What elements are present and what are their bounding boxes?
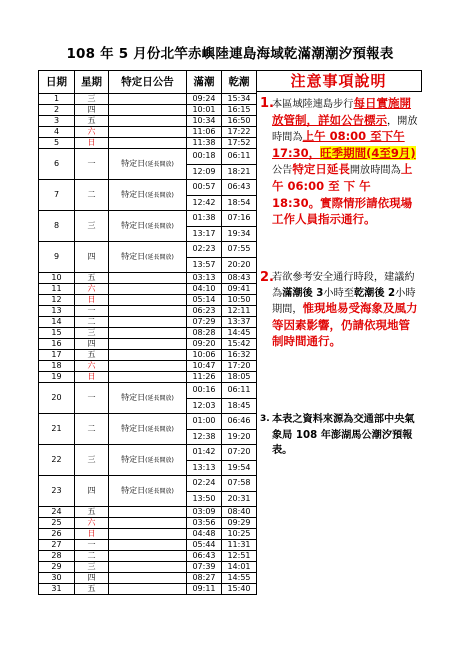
high-tide-cell: 08:28 xyxy=(187,328,222,339)
table-row xyxy=(39,383,257,399)
high-tide-cell: 00:57 xyxy=(187,180,222,196)
header-special: 特定日公告 xyxy=(109,71,187,94)
weekday-cell: 五 xyxy=(75,273,109,284)
special-cell xyxy=(109,383,187,414)
special-day-sublabel: (延長開放) xyxy=(145,394,174,402)
day-cell: 2 xyxy=(39,105,75,116)
low-tide-cell: 17:52 xyxy=(222,138,257,149)
low-tide-cell: 07:55 xyxy=(222,242,257,258)
note-2-text-e: 小時期間， xyxy=(272,287,416,316)
table-row xyxy=(39,273,257,284)
special-cell xyxy=(109,518,187,529)
day-cell: 16 xyxy=(39,339,75,350)
day-cell: 18 xyxy=(39,361,75,372)
high-tide-cell: 11:26 xyxy=(187,372,222,383)
weekday-cell: 二 xyxy=(75,414,109,445)
high-tide-cell: 12:09 xyxy=(187,164,222,180)
special-day-sublabel: (延長開放) xyxy=(145,222,174,230)
day-cell: 29 xyxy=(39,562,75,573)
special-cell xyxy=(109,94,187,105)
day-cell: 15 xyxy=(39,328,75,339)
low-tide-cell: 19:54 xyxy=(222,460,257,476)
table-row xyxy=(39,149,257,165)
table-row xyxy=(39,211,257,227)
day-cell: 28 xyxy=(39,551,75,562)
day-cell: 14 xyxy=(39,317,75,328)
day-cell: 31 xyxy=(39,584,75,595)
special-cell xyxy=(109,149,187,180)
note-2 xyxy=(260,270,418,351)
note-3 xyxy=(260,412,418,459)
day-cell: 5 xyxy=(39,138,75,149)
low-tide-cell: 06:43 xyxy=(222,180,257,196)
special-day-label: 特定日 xyxy=(121,189,146,199)
table-row xyxy=(39,350,257,361)
day-cell: 8 xyxy=(39,211,75,242)
day-cell: 9 xyxy=(39,242,75,273)
special-cell xyxy=(109,445,187,476)
weekday-cell: 一 xyxy=(75,383,109,414)
weekday-cell: 二 xyxy=(75,317,109,328)
special-cell xyxy=(109,273,187,284)
table-row xyxy=(39,295,257,306)
note-1-text-e: 旺季期間(4至9月) xyxy=(320,145,416,160)
high-tide-cell: 12:38 xyxy=(187,429,222,445)
page-title: 108 年 5 月份北竿赤嶼陸連島海域乾滿潮潮汐預報表 xyxy=(66,46,394,62)
low-tide-cell: 14:55 xyxy=(222,573,257,584)
special-cell xyxy=(109,242,187,273)
weekday-cell: 三 xyxy=(75,328,109,339)
day-cell: 12 xyxy=(39,295,75,306)
low-tide-cell: 09:41 xyxy=(222,284,257,295)
special-cell xyxy=(109,562,187,573)
high-tide-cell: 04:10 xyxy=(187,284,222,295)
high-tide-cell: 02:23 xyxy=(187,242,222,258)
low-tide-cell: 18:05 xyxy=(222,372,257,383)
high-tide-cell: 12:42 xyxy=(187,195,222,211)
special-cell xyxy=(109,284,187,295)
day-cell: 25 xyxy=(39,518,75,529)
weekday-cell: 六 xyxy=(75,284,109,295)
special-cell xyxy=(109,306,187,317)
note-3-text: 本表之資料來源為交通部中央氣象局 108 年澎湖馬公潮汐預報表。 xyxy=(272,414,415,457)
high-tide-cell: 10:06 xyxy=(187,350,222,361)
high-tide-cell: 10:01 xyxy=(187,105,222,116)
tide-table-container xyxy=(38,70,257,595)
high-tide-cell: 10:47 xyxy=(187,361,222,372)
special-cell xyxy=(109,328,187,339)
tide-table xyxy=(38,70,257,595)
high-tide-cell: 09:11 xyxy=(187,584,222,595)
note-2-number: 2. xyxy=(260,270,274,285)
weekday-cell: 三 xyxy=(75,562,109,573)
table-row xyxy=(39,116,257,127)
low-tide-cell: 13:37 xyxy=(222,317,257,328)
table-row xyxy=(39,584,257,595)
special-day-sublabel: (延長開放) xyxy=(145,191,174,199)
table-row xyxy=(39,317,257,328)
special-cell xyxy=(109,339,187,350)
table-row xyxy=(39,476,257,492)
low-tide-cell: 09:29 xyxy=(222,518,257,529)
high-tide-cell: 02:24 xyxy=(187,476,222,492)
low-tide-cell: 06:46 xyxy=(222,414,257,430)
table-row xyxy=(39,138,257,149)
table-row xyxy=(39,540,257,551)
special-cell xyxy=(109,105,187,116)
note-2-text-a: 若欲參考安全通行時段，建議約為 xyxy=(272,272,415,299)
note-2-text-d: 乾潮後 2 xyxy=(353,287,396,299)
weekday-cell: 六 xyxy=(75,127,109,138)
high-tide-cell: 13:57 xyxy=(187,257,222,273)
low-tide-cell: 19:34 xyxy=(222,226,257,242)
note-1 xyxy=(260,96,418,229)
weekday-cell: 三 xyxy=(75,445,109,476)
weekday-cell: 二 xyxy=(75,551,109,562)
high-tide-cell: 08:27 xyxy=(187,573,222,584)
table-row xyxy=(39,127,257,138)
table-row xyxy=(39,284,257,295)
weekday-cell: 四 xyxy=(75,339,109,350)
low-tide-cell: 16:32 xyxy=(222,350,257,361)
note-1-text-g: 特定日延長 xyxy=(292,162,350,177)
table-row xyxy=(39,551,257,562)
weekday-cell: 五 xyxy=(75,350,109,361)
special-cell xyxy=(109,573,187,584)
note-2-text-c: 小時至 xyxy=(323,287,354,299)
special-cell xyxy=(109,476,187,507)
header-day: 日期 xyxy=(39,71,75,94)
low-tide-cell: 16:50 xyxy=(222,116,257,127)
special-day-sublabel: (延長開放) xyxy=(145,253,174,261)
special-day-label: 特定日 xyxy=(121,158,146,168)
note-1-text-c: ，開放時間為 xyxy=(272,115,418,144)
note-2-text-f: 惟現地易受海象及風力等因素影響，仍請依現地管制時間通行。 xyxy=(272,301,418,349)
high-tide-cell: 04:48 xyxy=(187,529,222,540)
low-tide-cell: 18:21 xyxy=(222,164,257,180)
high-tide-cell: 11:38 xyxy=(187,138,222,149)
table-row xyxy=(39,180,257,196)
day-cell: 17 xyxy=(39,350,75,361)
note-1-text-d: 上午 08:00 至下午 17:30， xyxy=(272,129,405,160)
low-tide-cell: 07:20 xyxy=(222,445,257,461)
day-cell: 26 xyxy=(39,529,75,540)
weekday-cell: 一 xyxy=(75,149,109,180)
low-tide-cell: 14:01 xyxy=(222,562,257,573)
low-tide-cell: 18:45 xyxy=(222,398,257,414)
high-tide-cell: 06:23 xyxy=(187,306,222,317)
low-tide-cell: 08:40 xyxy=(222,507,257,518)
high-tide-cell: 09:20 xyxy=(187,339,222,350)
high-tide-cell: 10:34 xyxy=(187,116,222,127)
table-row xyxy=(39,529,257,540)
special-cell xyxy=(109,317,187,328)
day-cell: 1 xyxy=(39,94,75,105)
low-tide-cell: 12:51 xyxy=(222,551,257,562)
low-tide-cell: 17:20 xyxy=(222,361,257,372)
low-tide-cell: 08:43 xyxy=(222,273,257,284)
high-tide-cell: 03:13 xyxy=(187,273,222,284)
table-row xyxy=(39,361,257,372)
special-cell xyxy=(109,540,187,551)
day-cell: 27 xyxy=(39,540,75,551)
table-row xyxy=(39,372,257,383)
table-row xyxy=(39,105,257,116)
header-weekday: 星期 xyxy=(75,71,109,94)
weekday-cell: 四 xyxy=(75,573,109,584)
high-tide-cell: 13:17 xyxy=(187,226,222,242)
note-1-text-f: 公告 xyxy=(272,165,293,177)
weekday-cell: 四 xyxy=(75,105,109,116)
table-row xyxy=(39,445,257,461)
high-tide-cell: 01:00 xyxy=(187,414,222,430)
table-row xyxy=(39,242,257,258)
low-tide-cell: 20:20 xyxy=(222,257,257,273)
high-tide-cell: 01:42 xyxy=(187,445,222,461)
notes-body xyxy=(256,92,422,610)
low-tide-cell: 16:15 xyxy=(222,105,257,116)
special-day-label: 特定日 xyxy=(121,251,146,261)
high-tide-cell: 07:29 xyxy=(187,317,222,328)
special-cell xyxy=(109,529,187,540)
low-tide-cell: 20:31 xyxy=(222,491,257,507)
notes-heading: 注意事項說明 xyxy=(256,70,422,92)
day-cell: 22 xyxy=(39,445,75,476)
note-1-text-b: 每日實施開放管制，詳如公告標示 xyxy=(272,96,411,127)
note-2-text-b: 滿潮後 3 xyxy=(282,287,324,299)
high-tide-cell: 11:06 xyxy=(187,127,222,138)
day-cell: 23 xyxy=(39,476,75,507)
table-body xyxy=(39,94,257,595)
note-1-text-h: 開放時間為 xyxy=(349,165,401,177)
weekday-cell: 五 xyxy=(75,507,109,518)
low-tide-cell: 11:31 xyxy=(222,540,257,551)
high-tide-cell: 07:39 xyxy=(187,562,222,573)
low-tide-cell: 06:11 xyxy=(222,383,257,399)
high-tide-cell: 03:09 xyxy=(187,507,222,518)
special-cell xyxy=(109,507,187,518)
high-tide-cell: 13:50 xyxy=(187,491,222,507)
high-tide-cell: 13:13 xyxy=(187,460,222,476)
high-tide-cell: 00:18 xyxy=(187,149,222,165)
special-cell xyxy=(109,211,187,242)
special-cell xyxy=(109,180,187,211)
table-row xyxy=(39,339,257,350)
high-tide-cell: 00:16 xyxy=(187,383,222,399)
notes-panel xyxy=(256,70,422,610)
note-1-text-i: 上 午 06:00 至 下 午 18:30。 xyxy=(272,162,413,210)
high-tide-cell: 03:56 xyxy=(187,518,222,529)
low-tide-cell: 07:16 xyxy=(222,211,257,227)
special-day-sublabel: (延長開放) xyxy=(145,425,174,433)
special-cell xyxy=(109,361,187,372)
day-cell: 6 xyxy=(39,149,75,180)
special-day-label: 特定日 xyxy=(121,423,146,433)
special-day-sublabel: (延長開放) xyxy=(145,456,174,464)
special-cell xyxy=(109,414,187,445)
header-low-tide: 乾潮 xyxy=(222,71,257,94)
table-row xyxy=(39,507,257,518)
header-high-tide: 滿潮 xyxy=(187,71,222,94)
high-tide-cell: 06:43 xyxy=(187,551,222,562)
table-row xyxy=(39,573,257,584)
note-1-text-a: 本區域陸連島步行 xyxy=(272,99,354,110)
special-day-label: 特定日 xyxy=(121,220,146,230)
high-tide-cell: 09:24 xyxy=(187,94,222,105)
weekday-cell: 一 xyxy=(75,540,109,551)
special-day-label: 特定日 xyxy=(121,485,146,495)
low-tide-cell: 15:40 xyxy=(222,584,257,595)
special-cell xyxy=(109,584,187,595)
weekday-cell: 三 xyxy=(75,94,109,105)
table-row xyxy=(39,562,257,573)
note-1-text-j: 實際情形請依現場工作人員指示通行。 xyxy=(272,195,413,227)
day-cell: 11 xyxy=(39,284,75,295)
low-tide-cell: 06:11 xyxy=(222,149,257,165)
low-tide-cell: 14:45 xyxy=(222,328,257,339)
low-tide-cell: 17:22 xyxy=(222,127,257,138)
weekday-cell: 六 xyxy=(75,361,109,372)
special-day-sublabel: (延長開放) xyxy=(145,487,174,495)
special-cell xyxy=(109,127,187,138)
special-cell xyxy=(109,295,187,306)
day-cell: 3 xyxy=(39,116,75,127)
note-3-number: 3. xyxy=(260,414,270,424)
special-cell xyxy=(109,551,187,562)
special-day-label: 特定日 xyxy=(121,454,146,464)
note-1-number: 1. xyxy=(260,96,274,111)
table-row xyxy=(39,518,257,529)
high-tide-cell: 05:14 xyxy=(187,295,222,306)
weekday-cell: 四 xyxy=(75,242,109,273)
day-cell: 30 xyxy=(39,573,75,584)
weekday-cell: 五 xyxy=(75,116,109,127)
low-tide-cell: 15:42 xyxy=(222,339,257,350)
weekday-cell: 二 xyxy=(75,180,109,211)
low-tide-cell: 10:50 xyxy=(222,295,257,306)
weekday-cell: 日 xyxy=(75,529,109,540)
high-tide-cell: 12:03 xyxy=(187,398,222,414)
day-cell: 4 xyxy=(39,127,75,138)
table-row xyxy=(39,306,257,317)
weekday-cell: 日 xyxy=(75,295,109,306)
weekday-cell: 四 xyxy=(75,476,109,507)
day-cell: 19 xyxy=(39,372,75,383)
table-row xyxy=(39,414,257,430)
table-row xyxy=(39,328,257,339)
day-cell: 20 xyxy=(39,383,75,414)
day-cell: 7 xyxy=(39,180,75,211)
low-tide-cell: 15:34 xyxy=(222,94,257,105)
weekday-cell: 三 xyxy=(75,211,109,242)
weekday-cell: 一 xyxy=(75,306,109,317)
low-tide-cell: 12:11 xyxy=(222,306,257,317)
special-cell xyxy=(109,372,187,383)
low-tide-cell: 07:58 xyxy=(222,476,257,492)
low-tide-cell: 19:20 xyxy=(222,429,257,445)
high-tide-cell: 01:38 xyxy=(187,211,222,227)
weekday-cell: 五 xyxy=(75,584,109,595)
special-day-label: 特定日 xyxy=(121,392,146,402)
low-tide-cell: 18:54 xyxy=(222,195,257,211)
table-header-row xyxy=(39,71,257,94)
weekday-cell: 六 xyxy=(75,518,109,529)
high-tide-cell: 05:44 xyxy=(187,540,222,551)
special-cell xyxy=(109,350,187,361)
weekday-cell: 日 xyxy=(75,138,109,149)
day-cell: 13 xyxy=(39,306,75,317)
special-cell xyxy=(109,116,187,127)
weekday-cell: 日 xyxy=(75,372,109,383)
low-tide-cell: 10:25 xyxy=(222,529,257,540)
special-cell xyxy=(109,138,187,149)
special-day-sublabel: (延長開放) xyxy=(145,160,174,168)
day-cell: 21 xyxy=(39,414,75,445)
table-row xyxy=(39,94,257,105)
day-cell: 10 xyxy=(39,273,75,284)
day-cell: 24 xyxy=(39,507,75,518)
